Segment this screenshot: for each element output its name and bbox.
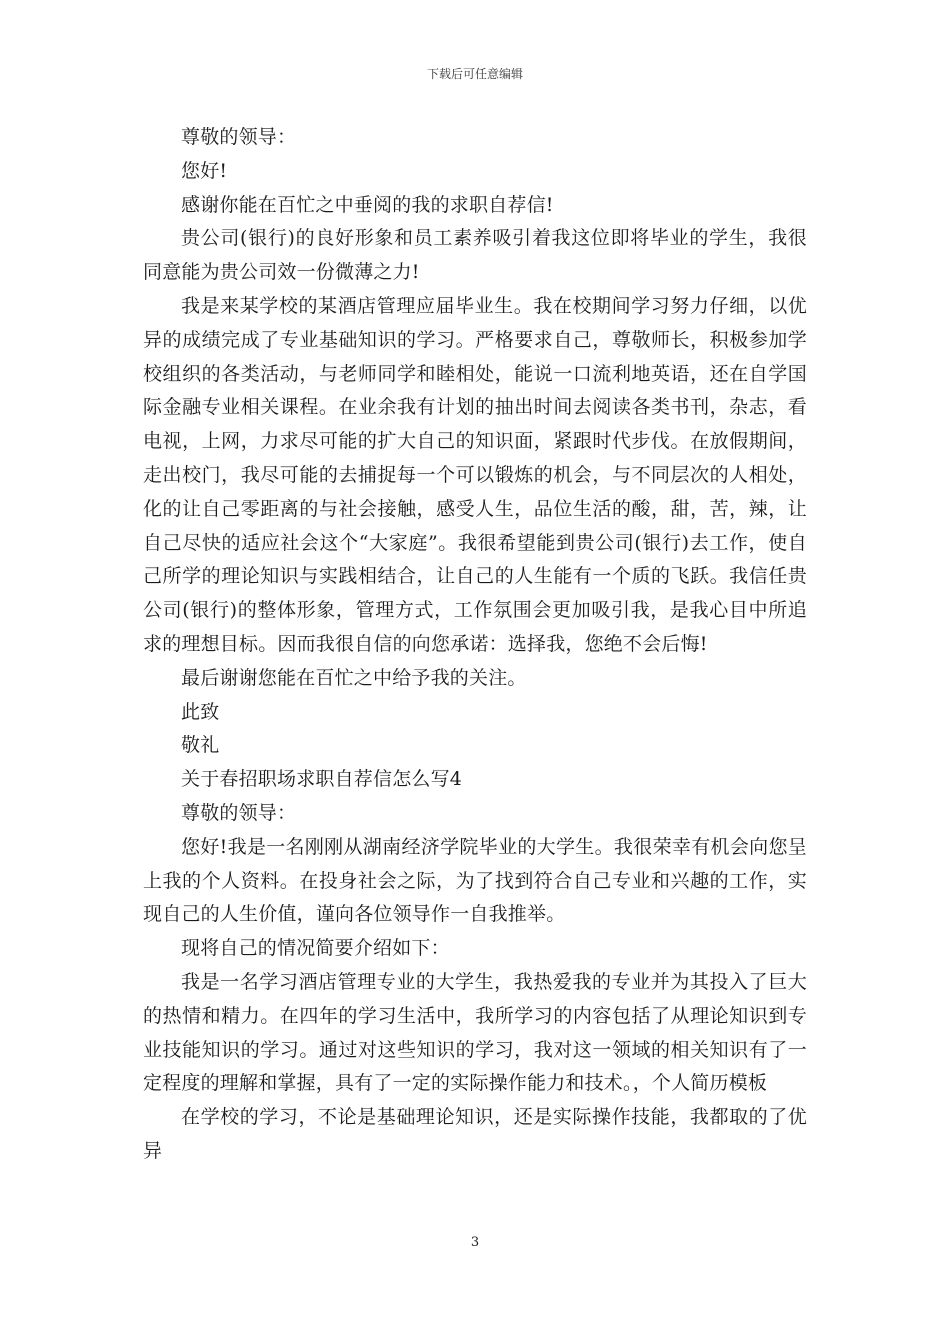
document-body	[143, 121, 807, 1169]
salutation: 尊敬的领导：	[181, 801, 297, 824]
salutation: 尊敬的领导：	[181, 126, 297, 148]
paragraph: 最后谢谢您能在百忙之中给予我的关注。	[181, 666, 527, 689]
section-title: 关于春招职场求职自荐信怎么写4	[181, 768, 463, 791]
closing-line: 此致	[181, 700, 220, 723]
page-number: 3	[470, 1235, 480, 1250]
paragraph: 现将自己的情况简要介绍如下：	[181, 937, 450, 960]
closing-line: 敬礼	[181, 734, 220, 757]
paragraph: 我是来某学校的某酒店管理应届毕业生。我在校期间学习努力仔细，以优异的成绩完成了专业基础知识的学习。严格要求自己，尊敬师长，积极参加学校组织的各类活动，与老师同学和睦相处，能说一口流利地英语，还在自学国际金融专业相关课程。在业余我有计划的抽出时间去阅读各类书刊，杂志，看电视，上网，力求尽可能的扩大自己的知识面，紧跟时代步伐。在放假期间，走出校门，我尽可能的去捕捉每一个可以锻炼的机会，与不同层次的人相处，化的让自己零距离的与社会接触，感受人生，品位生活的酸，甜，苦，辣，让自己尽快的适应社会这个“大家庭”。我很希望能到贵公司(银行)去工作，使自己所学的理论知识与实践相结合，让自己的人生能有一个质的飞跃。我信任贵公司(银行)的整体形象，管理方式，工作氛围会更加吸引我，是我心目中所追求的理想目标。因而我很自信的向您承诺：选择我，您绝不会后悔!	[143, 294, 807, 655]
paragraph: 您好!我是一名刚刚从湖南经济学院毕业的大学生。我很荣幸有机会向您呈上我的个人资料。在投身社会之际，为了找到符合自己专业和兴趣的工作，实现自己的人生价值，谨向各位领导作一自我推举。	[143, 835, 807, 926]
page-header-note: 下载后可任意编辑	[426, 67, 523, 81]
greeting: 您好!	[181, 159, 228, 182]
paragraph: 贵公司(银行)的良好形象和员工素养吸引着我这位即将毕业的学生，我很同意能为贵公司效一份微薄之力!	[143, 227, 807, 284]
paragraph: 在学校的学习，不论是基础理论知识，还是实际操作技能，我都取的了优异	[143, 1106, 807, 1162]
paragraph: 感谢你能在百忙之中垂阅的我的求职自荐信!	[181, 193, 554, 216]
paragraph: 我是一名学习酒店管理专业的大学生，我热爱我的专业并为其投入了巨大的热情和精力。在四年的学习生活中，我所学习的内容包括了从理论知识到专业技能知识的学习。通过对这些知识的学习，我对这一领域的相关知识有了一定程度的理解和掌握，具有了一定的实际操作能力和技术。，个人简历模板	[143, 970, 807, 1095]
